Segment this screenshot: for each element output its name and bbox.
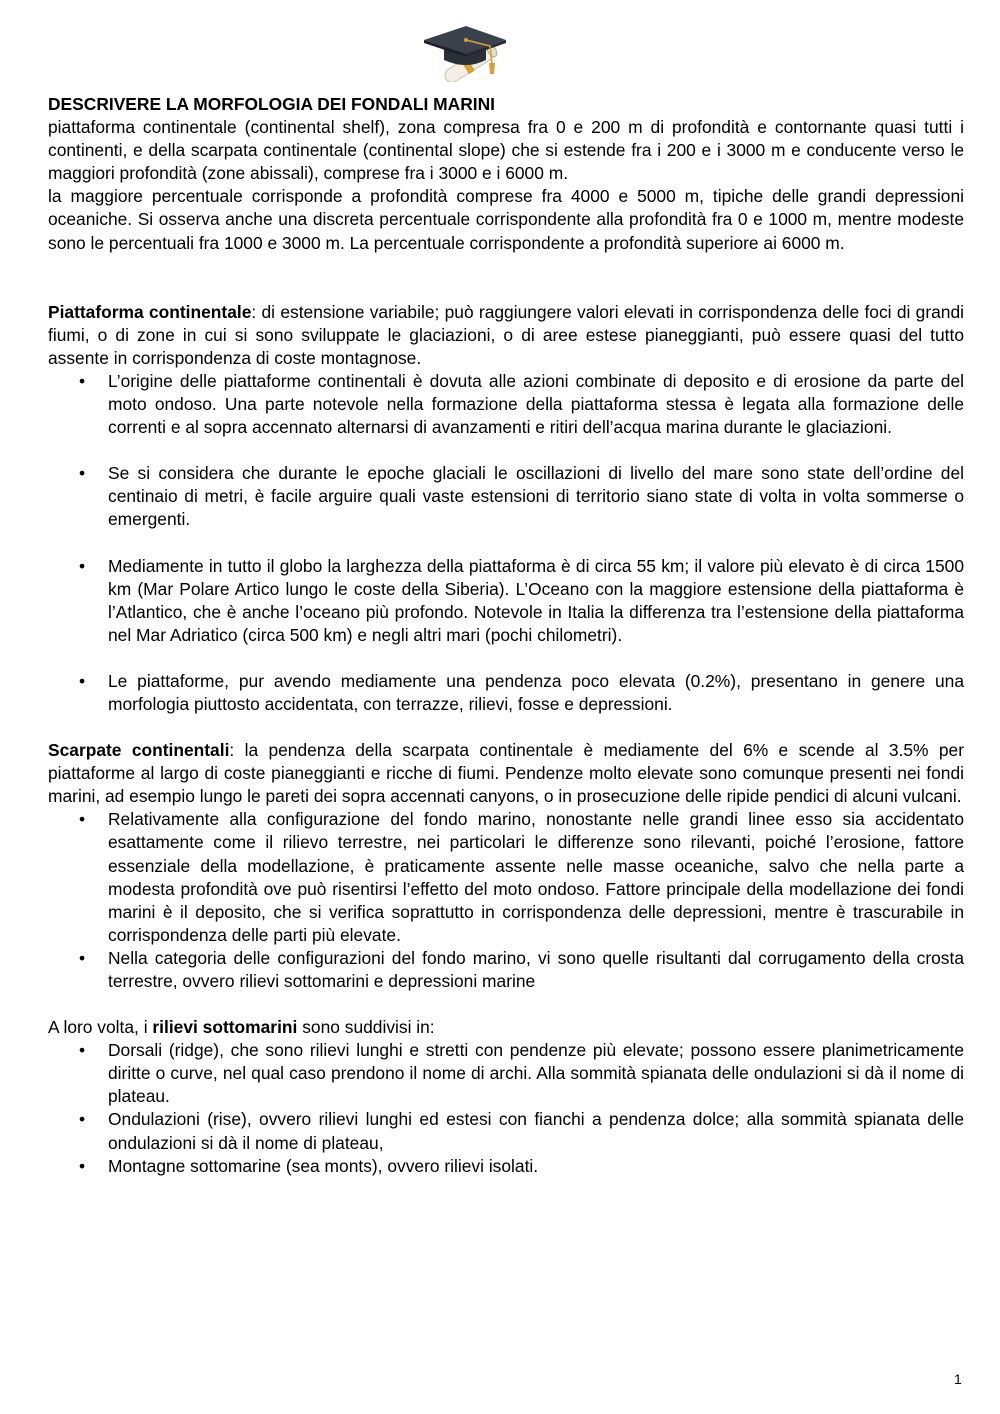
rilievi-intro-pre: A loro volta, i <box>48 1017 153 1038</box>
scarpate-paragraph <box>48 739 964 808</box>
scarpate-bullet-list <box>48 808 964 993</box>
piattaforma-text: : di estensione variabile; può raggiungere valori elevati in corrispondenza delle foci di grandi fiumi, o di zone in cui si sono sviluppate le glaciazioni, o di aree estese pianeggianti, può essere quasi del tutto assente in corrispondenza di coste montagnose. <box>48 301 964 368</box>
rilievi-intro-post: sono suddivisi in: <box>297 1017 435 1038</box>
intro-paragraph-1: piattaforma continentale (continental shelf), zona compresa fra 0 e 200 m di profondità e contornante quasi tutti i continenti, e della scarpata continentale (continental slope) che si estende fra i 200 e i 3000 m e conducente verso le maggiori profondità (zone abissali), comprese fra i 3000 e i 6000 m. <box>48 117 964 184</box>
document-title: DESCRIVERE LA MORFOLOGIA DEI FONDALI MARINI <box>48 94 496 114</box>
list-item: • Dorsali (ridge), che sono rilievi lunghi e stretti con pendenze più elevate; possono essere planimetricamente diritte o curve, nel qual caso prendono il nome di archi. Alla sommità spianata delle ondulazioni si dà il nome di plateau. <box>108 1039 964 1108</box>
rilievi-intro <box>48 1016 964 1039</box>
page-number: 1 <box>954 1371 962 1387</box>
piattaforma-paragraph <box>48 301 964 370</box>
piattaforma-bullet-list <box>48 370 964 716</box>
list-item: • Nella categoria delle configurazioni del fondo marino, vi sono quelle risultanti dal corrugamento della crosta terrestre, ovvero rilievi sottomarini e depressioni marine <box>108 947 964 993</box>
list-item: • Montagne sottomarine (sea monts), ovvero rilievi isolati. <box>108 1155 964 1178</box>
list-item: • Le piattaforme, pur avendo mediamente una pendenza poco elevata (0.2%), presentano in genere una morfologia piuttosto accidentata, con terrazze, rilievi, fosse e depressioni. <box>108 670 964 716</box>
list-item: • Mediamente in tutto il globo la larghezza della piattaforma è di circa 55 km; il valore più elevato è di circa 1500 km (Mar Polare Artico lungo le coste della Siberia). L’Oceano con la maggiore estensione della piattaforma è l’Atlantico, che è anche l’oceano più profondo. Notevole in Italia la differenza tra l’estensione della piattaforma nel Mar Adriatico (circa 500 km) e negli altri mari (pochi chilometri). <box>108 555 964 647</box>
list-item: • Ondulazioni (rise), ovvero rilievi lunghi ed estesi con fianchi a pendenza dolce; alla sommità spianata delle ondulazioni si dà il nome di plateau, <box>108 1108 964 1154</box>
graduation-cap-diploma-icon <box>420 20 510 82</box>
scarpate-text: : la pendenza della scarpata continentale è mediamente del 6% e scende al 3.5% per piattaforme al largo di coste pianeggianti e ricche di fiumi. Pendenze molto elevate sono comunque presenti nei fondi marini, ad esempio lungo le pareti dei sopra accennati canyons, o in prosecuzione delle ripide pendici di alcuni vulcani. <box>48 740 964 807</box>
intro-paragraph-2: la maggiore percentuale corrisponde a profondità comprese fra 4000 e 5000 m, tipiche delle grandi depressioni oceaniche. Si osserva anche una discreta percentuale corrispondente alla profondità fra 0 e 1000 m, mentre modeste sono le percentuali fra 1000 e 3000 m. La percentuale corrispondente a profondità superiore ai 6000 m. <box>48 186 964 253</box>
document-body <box>48 93 964 1178</box>
scarpate-heading: Scarpate continentali <box>48 740 230 761</box>
rilievi-bullet-list <box>48 1039 964 1178</box>
rilievi-heading: rilievi sottomarini <box>152 1017 298 1038</box>
list-item: • L’origine delle piattaforme continentali è dovuta alle azioni combinate di deposito e di erosione da parte del moto ondoso. Una parte notevole nella formazione della piattaforma stessa è legata alla formazione delle correnti e al sopra accennato alternarsi di avanzamenti e ritiri dell’acqua marina durante le glaciazioni. <box>108 370 964 439</box>
list-item: • Relativamente alla configurazione del fondo marino, nonostante nelle grandi linee esso sia accidentato esattamente come il rilievo terrestre, nei particolari le differenze sono rilevanti, poiché l’erosione, fattore essenziale della modellazione, è praticamente assente nelle masse oceaniche, salvo che nella parte a modesta profondità ove può risentirsi l’effetto del moto ondoso. Fattore principale della modellazione dei fondi marini è il deposito, che si verifica soprattutto in corrispondenza delle depressioni, mentre è trascurabile in corrispondenza delle parti più elevate. <box>108 808 964 947</box>
piattaforma-heading: Piattaforma continentale <box>48 301 252 322</box>
list-item: • Se si considera che durante le epoche glaciali le oscillazioni di livello del mare sono state dell’ordine del centinaio di metri, è facile arguire quali vaste estensioni di territorio siano state di volta in volta sommerse o emergenti. <box>108 462 964 531</box>
